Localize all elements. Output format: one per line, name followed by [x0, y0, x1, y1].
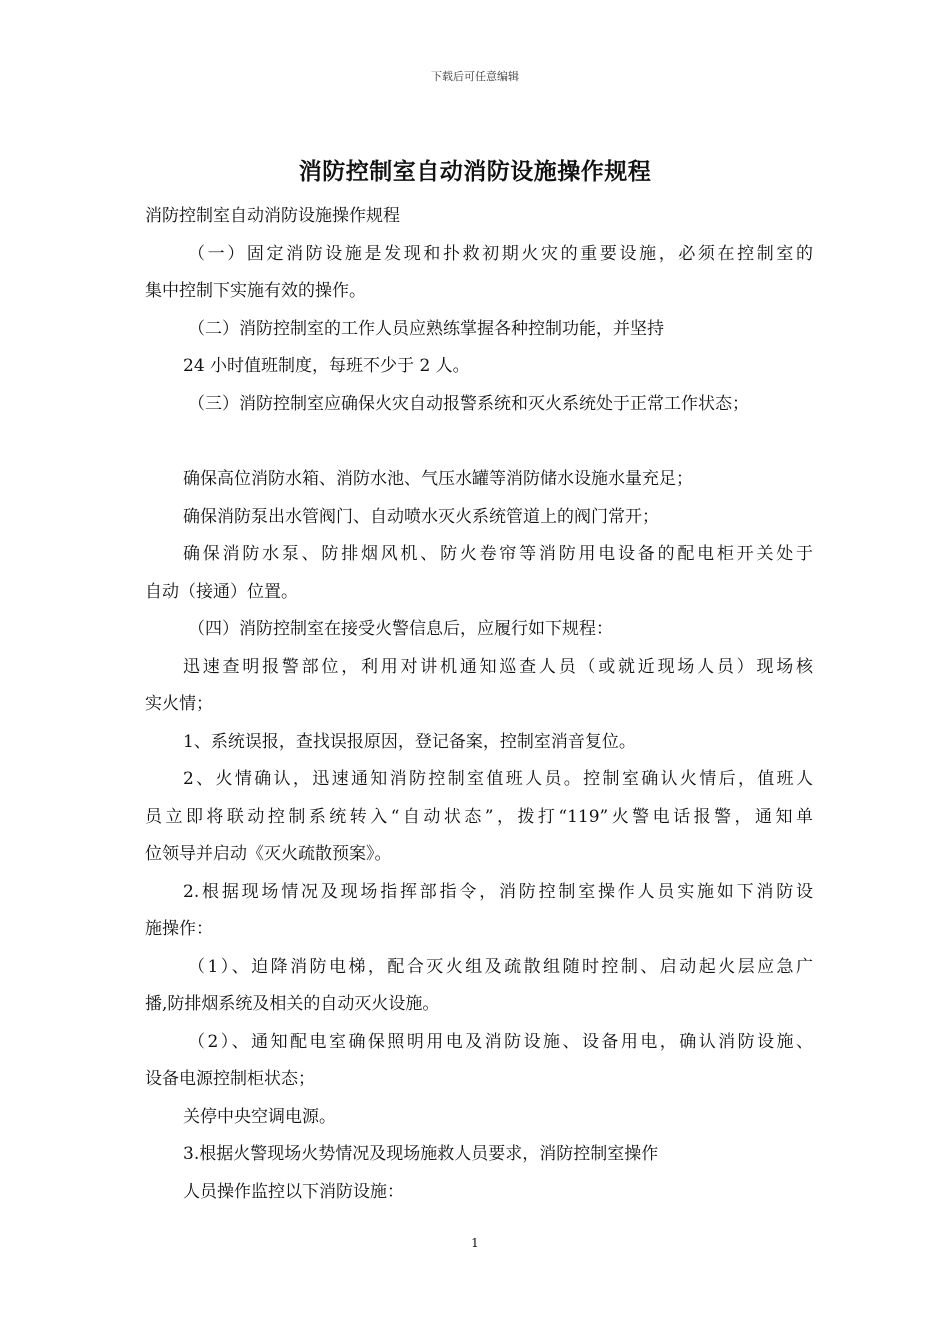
body-line: （2）、通知配电室确保照明用电及消防设施、设备用电，确认消防设施、 [188, 1031, 813, 1052]
body-line: （四）消防控制室在接受火警信息后，应履行如下规程： [188, 619, 613, 639]
body-line: 2、火情确认，迅速通知消防控制室值班人员。控制室确认火情后，值班人 [183, 769, 813, 789]
page-number: 1 [471, 1236, 479, 1250]
blank-line [145, 423, 813, 461]
body-line: （三）消防控制室应确保火灾自动报警系统和灭火系统处于正常工作状态； [188, 393, 749, 414]
page-header-note: 下载后可任意编辑 [431, 70, 519, 83]
document-body [145, 198, 813, 1211]
body-line: （二）消防控制室的工作人员应熟练掌握各种控制功能，并坚持 [188, 318, 664, 339]
body-line: 人员操作监控以下消防设施： [183, 1181, 404, 1202]
body-line: 员立即将联动控制系统转入“自动状态”，拨打“119”火警电话报警，通知单 [145, 806, 813, 827]
body-line: （1）、迫降消防电梯，配合灭火组及疏散组随时控制、启动起火层应急广 [188, 956, 813, 977]
body-line: 迅速查明报警部位，利用对讲机通知巡查人员（或就近现场人员）现场核 [183, 656, 813, 677]
body-line: 24 小时值班制度，每班不少于 2 人。 [183, 356, 470, 376]
body-line: 设备电源控制柜状态； [145, 1069, 315, 1089]
body-line: 施操作： [145, 919, 213, 939]
body-line: 1、系统误报，查找误报原因，登记备案，控制室消音复位。 [183, 731, 636, 752]
body-line: 确保消防泵出水管阀门、自动喷水灭火系统管道上的阀门常开； [183, 506, 659, 527]
body-line: 集中控制下实施有效的操作。 [145, 281, 366, 301]
body-line: 消防控制室自动消防设施操作规程 [145, 206, 400, 226]
body-line: 关停中央空调电源。 [183, 1106, 336, 1127]
body-line: 实火情； [145, 694, 213, 714]
body-line: 2.根据现场情况及现场指挥部指令，消防控制室操作人员实施如下消防设 [183, 881, 813, 902]
body-line: 确保消防水泵、防排烟风机、防火卷帘等消防用电设备的配电柜开关处于 [183, 544, 813, 564]
body-line: 确保高位消防水箱、消防水池、气压水罐等消防储水设施水量充足； [183, 469, 693, 489]
document-title: 消防控制室自动消防设施操作规程 [298, 158, 652, 185]
body-line: （一）固定消防设施是发现和扑救初期火灾的重要设施，必须在控制室的 [188, 243, 813, 264]
body-line: 3.根据火警现场火势情况及现场施救人员要求，消防控制室操作 [183, 1144, 659, 1164]
body-line: 播,防排烟系统及相关的自动灭火设施。 [145, 994, 440, 1014]
body-line: 位领导并启动《灭火疏散预案》。 [145, 844, 392, 864]
body-line: 自动（接通）位置。 [145, 581, 298, 602]
